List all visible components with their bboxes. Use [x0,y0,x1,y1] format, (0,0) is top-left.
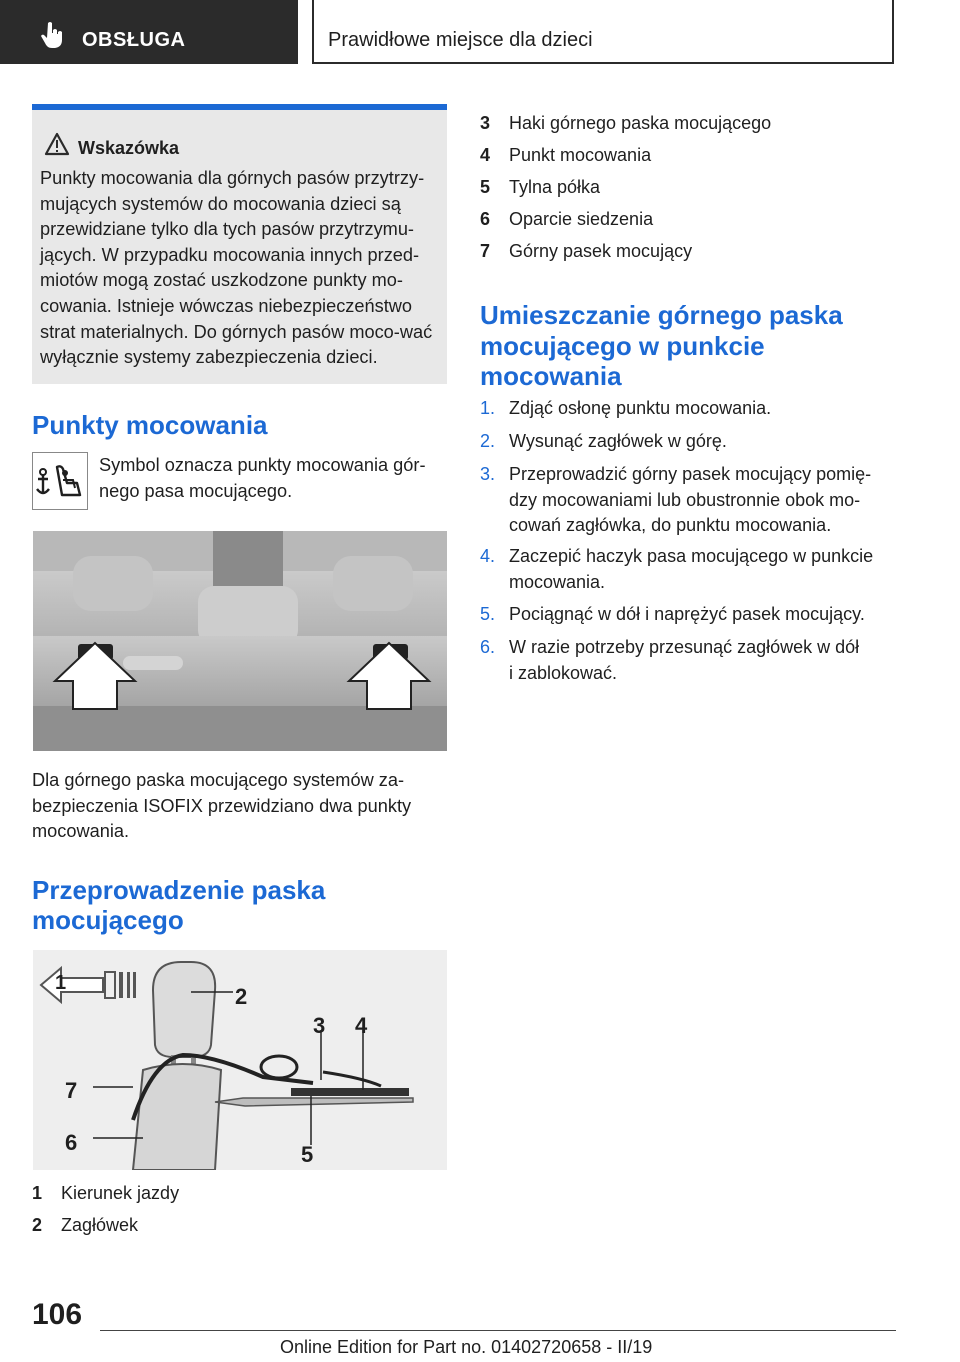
page-number: 106 [32,1298,83,1331]
step-text: Wysunąć zagłówek w górę. [509,431,727,451]
heading-przeprowadzenie-line1: Przeprowadzenie paska [32,875,326,905]
legend-number: 5 [480,177,491,197]
legend-text: Haki górnego paska mocującego [509,113,772,133]
section-label: OBSŁUGA [82,29,186,51]
legend-text: Zagłówek [61,1215,139,1235]
heading-punkty-mocowania: Punkty mocowania [32,410,268,440]
warning-note [32,104,447,384]
step-text: cowań zagłówka, do punktu mocowania. [509,515,832,535]
legend-text: Punkt mocowania [509,145,652,165]
footer-edition: Online Edition for Part no. 01402720658 - II/19 [280,1337,653,1357]
diagram-label-7: 7 [65,1078,78,1103]
diagram-label-2: 2 [235,984,248,1009]
step-text: Zdjąć osłonę punktu mocowania. [509,398,772,418]
anchor-caption: Dla górnego paska mocującego systemów za-bezpieczenia ISOFIX przewidziano dwa punkty mocowania. [32,770,412,842]
note-body: Punkty mocowania dla górnych pasów przytrzy-mujących systemów do mocowania dzieci są przewidziane tylko dla tych pasów przytrzymu-jących. W przypadku mocowania innych przed-miotów mogą zostać uszkodzone punkty mo-cowania. Istnieje wówczas niebezpieczeństwo strat materialnych. Do górnych pasów moco-wać wyłącznie systemy zabezpieczenia dzieci. [40,168,433,368]
heading-umieszczanie-line2: mocującego w punkcie [480,331,765,361]
legend-number: 7 [480,241,491,261]
heading-przeprowadzenie-line2: mocującego [32,905,184,935]
legend-item [32,1181,42,1207]
rear-shelf-photo [33,531,447,751]
diagram-label-3: 3 [313,1013,326,1038]
legend-text: Oparcie siedzenia [509,209,654,229]
legend-number: 2 [32,1215,43,1235]
diagram-label-1: 1 [55,972,67,994]
heading-umieszczanie-line3: mocowania [480,361,622,391]
legend-text: Kierunek jazdy [61,1183,180,1203]
legend-text: Tylna półka [509,177,601,197]
page-title: Prawidłowe miejsce dla dzieci [328,29,593,51]
diagram-label-5: 5 [301,1142,314,1167]
child-seat-anchor-symbol [32,452,88,510]
step-text: Pociągnąć w dół i naprężyć pasek mocujący. [509,604,865,624]
hand-pointer-icon [38,20,68,50]
legend-number: 1 [32,1183,43,1203]
step-number: 2. [480,431,496,451]
legend-number: 6 [480,209,491,229]
step-text: W razie potrzeby przesunąć zagłówek w dół [509,637,860,657]
legend-number: 4 [480,145,491,165]
step-number: 5. [480,604,496,624]
step-number: 6. [480,637,496,657]
step-text: i zablokować. [509,663,618,683]
step-text: mocowania. [509,572,606,592]
step-number: 1. [480,398,496,418]
symbol-description: Symbol oznacza punkty mocowania gór-nego pasa mocującego. [99,455,426,501]
step-number: 3. [480,464,496,484]
legend-text: Górny pasek mocujący [509,241,693,261]
heading-umieszczanie-line1: Umieszczanie górnego paska [480,300,843,330]
legend-number: 3 [480,113,491,133]
section-tab [0,0,298,64]
footer-divider [100,1330,896,1331]
legend-item [32,1213,42,1239]
page-title-box [312,0,894,64]
note-title: Wskazówka [78,138,180,158]
step-number: 4. [480,546,496,566]
diagram-label-6: 6 [65,1130,78,1155]
diagram-label-4: 4 [355,1013,368,1038]
anchor-seat-icon [33,453,87,509]
tether-routing-diagram [33,950,447,1170]
step-text: Przeprowadzić górny pasek mocujący pomię- [509,464,872,484]
warning-triangle-icon [44,132,70,156]
step-text: dzy mocowaniami lub obustronnie obok mo- [509,490,861,510]
step-text: Zaczepić haczyk pasa mocującego w punkcie [509,546,874,566]
